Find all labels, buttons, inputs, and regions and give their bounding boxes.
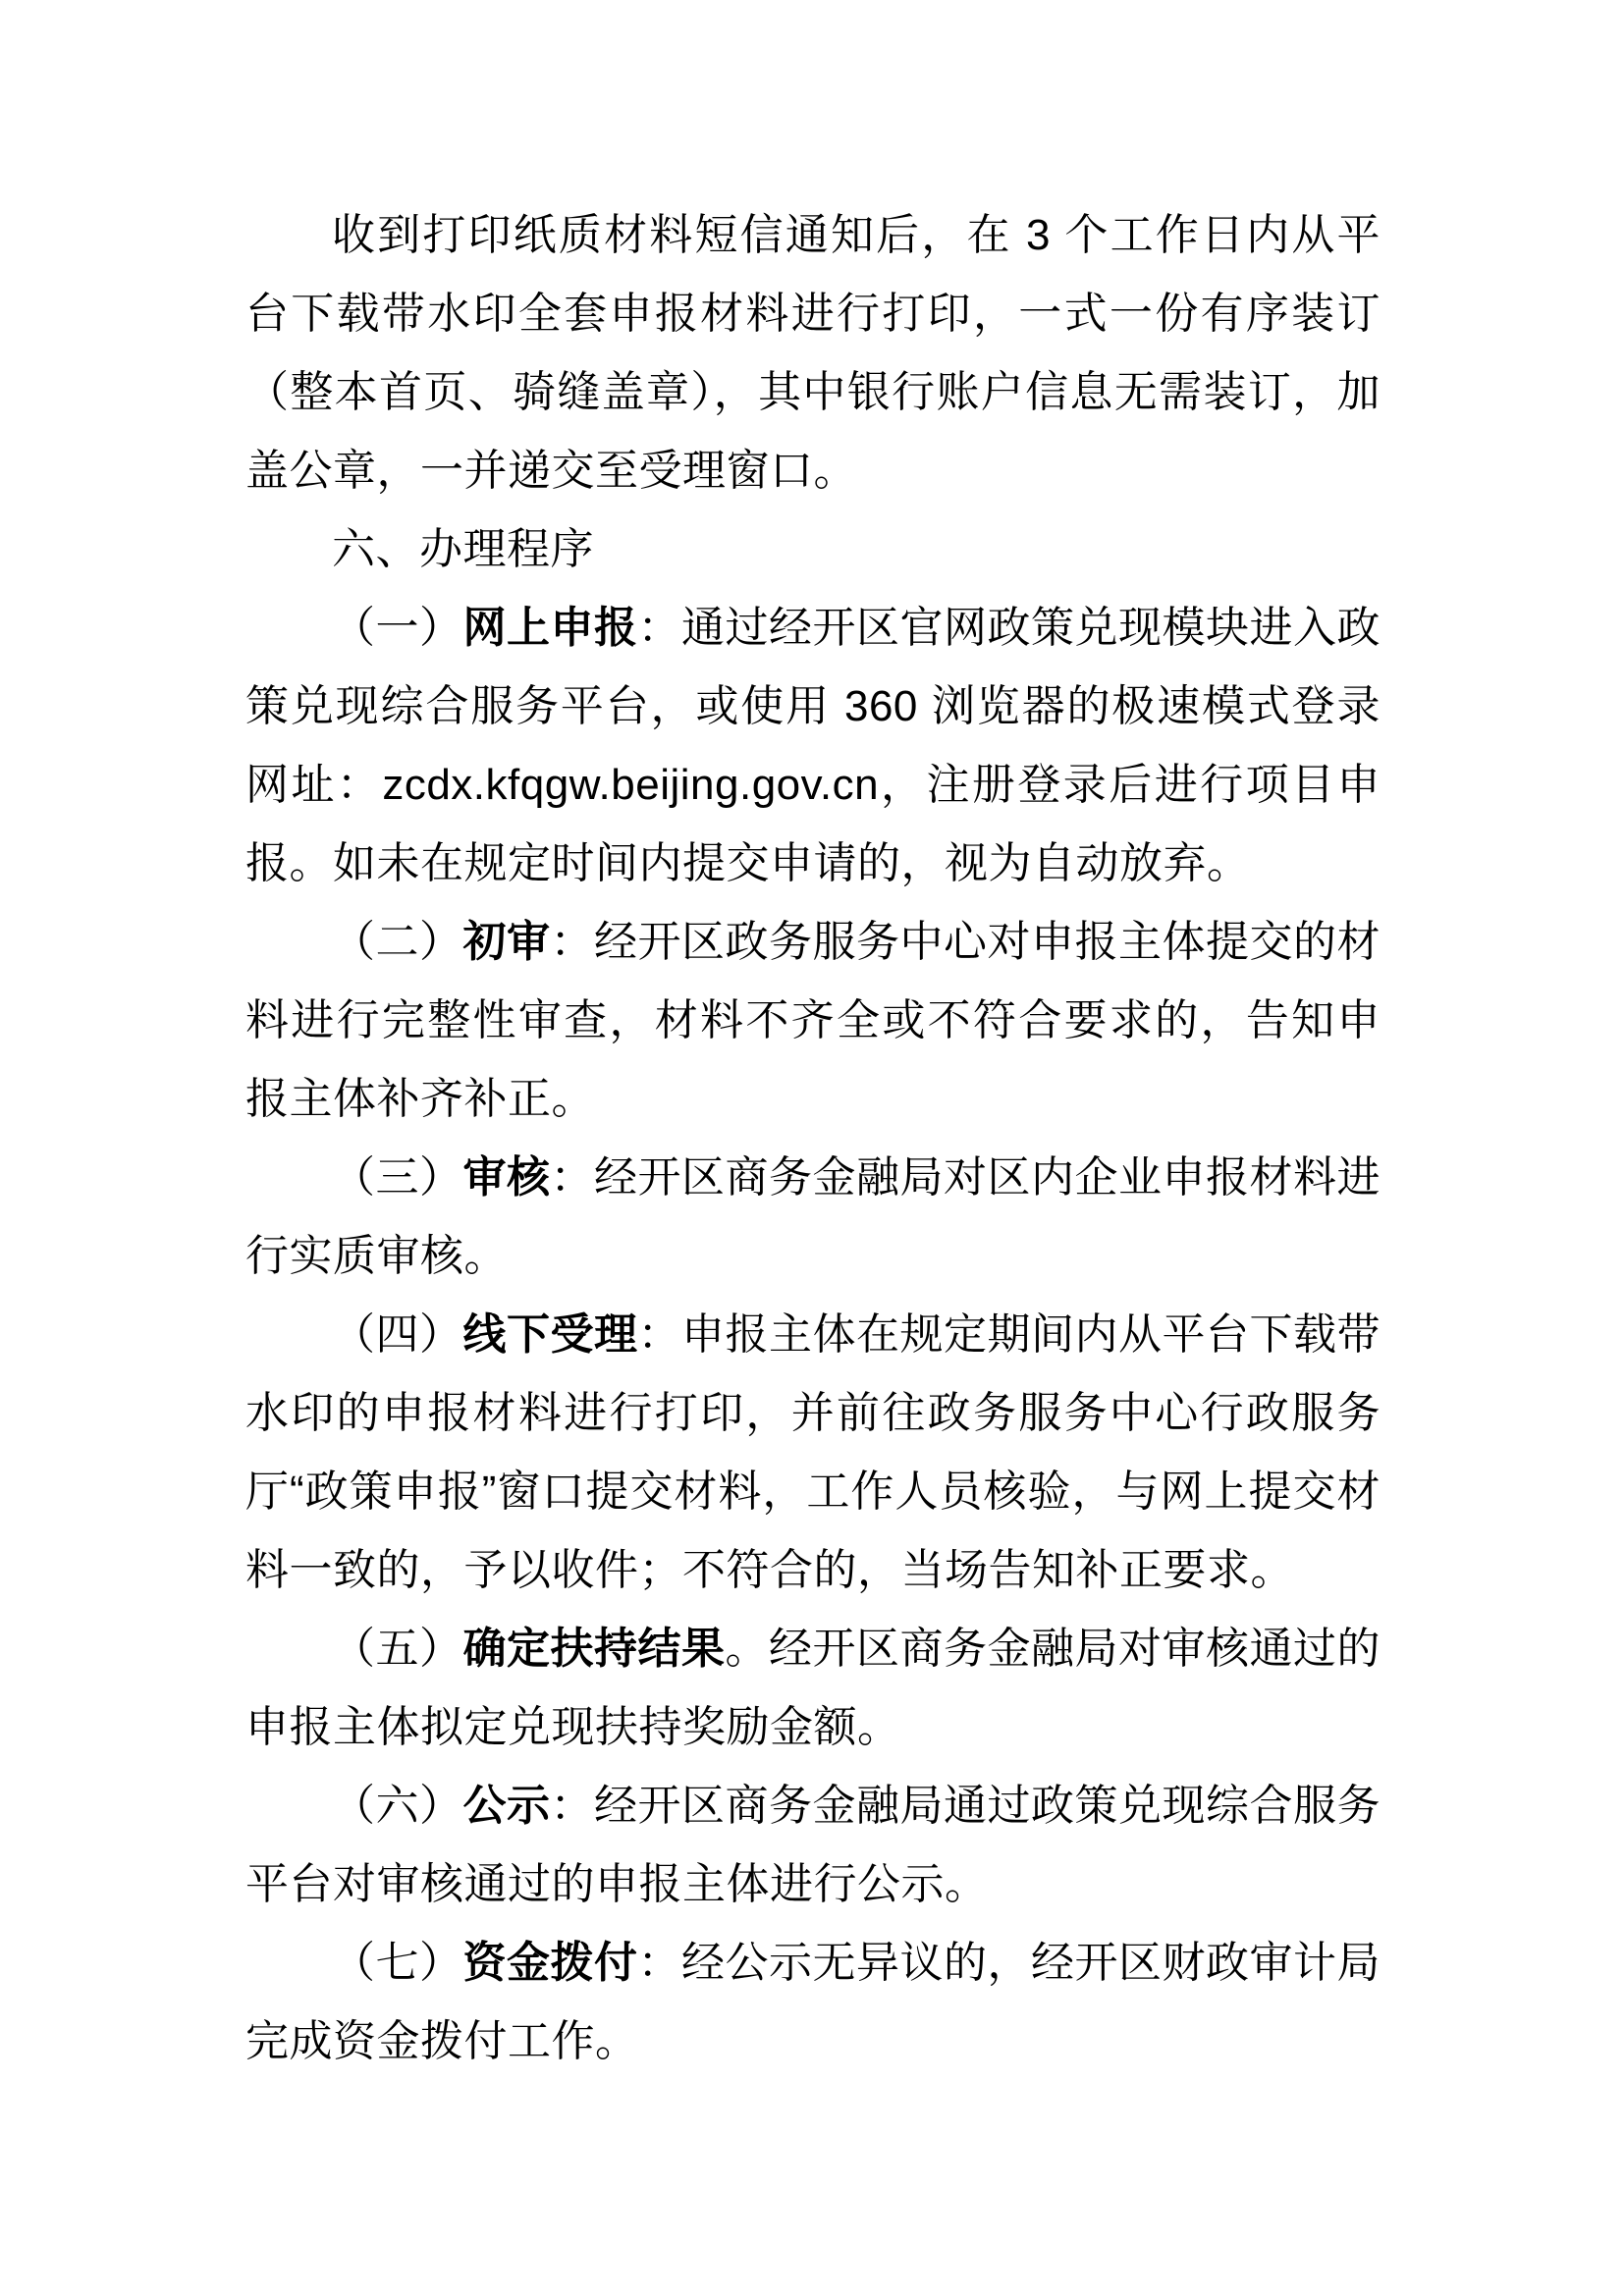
text-run: ：经开区政务服务中心对申报主体提交的材料进行完整性审查，材料不齐全或不符合要求的，告知申报主体补齐补正。 [245,918,1380,1123]
paragraph-step-5-determine-support-result [245,1610,1380,1767]
bold-text-run: 审核 [462,1153,551,1201]
text-run: （一） [332,604,463,652]
paragraph-step-1-online-application [245,589,1380,903]
bold-text-run: 网上申报 [462,604,638,652]
paragraph-step-7-fund-disbursement [245,1924,1380,2081]
text-run: 六、办理程序 [332,525,594,573]
bold-text-run: 公示 [462,1782,551,1830]
bold-text-run: 资金拨付 [462,1939,638,1987]
text-run: （四） [332,1310,463,1359]
text-run: ：经公示无异议的，经开区财政审计局完成资金拨付工作。 [245,1939,1380,2065]
text-run: 。经开区商务金融局对审核通过的申报主体拟定兑现扶持奖励金额。 [245,1625,1380,1751]
paragraph-step-2-preliminary-review [245,903,1380,1139]
bold-text-run: 初审 [462,918,551,966]
text-run: （三） [332,1153,463,1201]
paragraph-step-4-offline-acceptance [245,1296,1380,1610]
paragraph-step-6-public-announcement [245,1767,1380,1924]
bold-text-run: 确定扶持结果 [462,1625,726,1673]
text-run: （五） [332,1625,463,1673]
bold-text-run: 线下受理 [462,1310,638,1359]
heading-section-six-procedures [245,510,1380,589]
paragraph-step-3-substantive-review [245,1139,1380,1296]
text-run: ：经开区商务金融局通过政策兑现综合服务平台对审核通过的申报主体进行公示。 [245,1782,1380,1908]
text-run: ：经开区商务金融局对区内企业申报材料进行实质审核。 [245,1153,1380,1280]
text-run: （七） [332,1939,463,1987]
document-body [245,196,1380,2081]
paragraph-print-instructions [245,196,1380,510]
text-run: （六） [332,1782,463,1830]
text-run: 收到打印纸质材料短信通知后，在 3 个工作日内从平台下载带水印全套申报材料进行打印，一式一份有序装订（整本首页、骑缝盖章），其中银行账户信息无需装订，加盖公章，一并递交至受理窗口。 [245,211,1380,495]
text-run: ：通过经开区官网政策兑现模块进入政策兑现综合服务平台，或使用 360 浏览器的极速模式登录网址：zcdx.kfqgw.beijing.gov.cn，注册登录后进行项目申报。如未在规定时间内提交申请的，视为自动放弃。 [245,604,1380,887]
text-run: （二） [332,918,463,966]
text-run: ：申报主体在规定期间内从平台下载带水印的申报材料进行打印，并前往政务服务中心行政服务厅“政策申报”窗口提交材料，工作人员核验，与网上提交材料一致的，予以收件；不符合的，当场告知补正要求。 [245,1310,1380,1594]
